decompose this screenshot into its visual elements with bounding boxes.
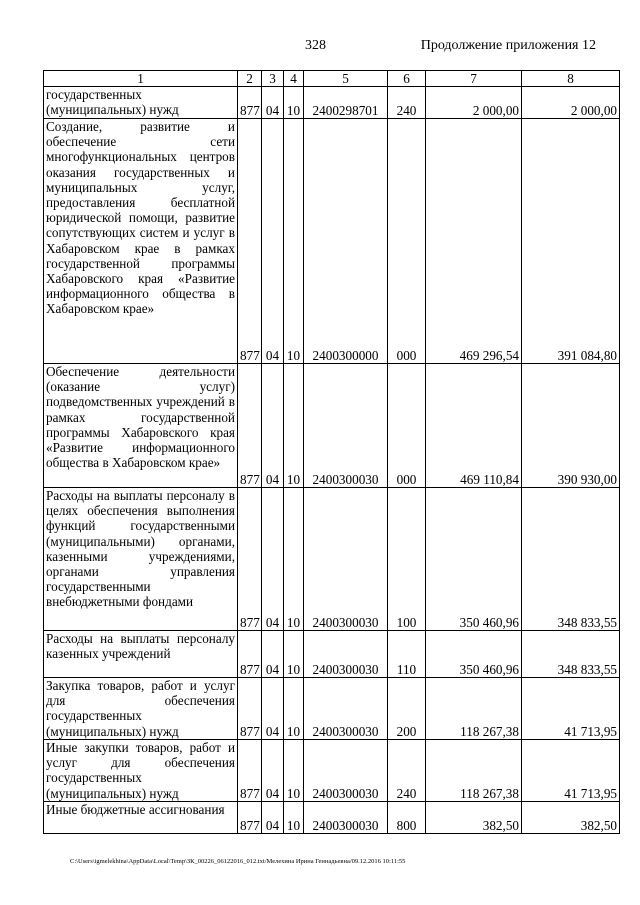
cell-c2: 877 [238,631,262,678]
budget-table [43,70,620,834]
cell-c4: 10 [284,87,304,119]
cell-c3: 04 [262,364,284,488]
cell-c4: 10 [284,364,304,488]
cell-c6: 000 [388,364,426,488]
cell-c8: 2 000,00 [522,87,620,119]
cell-c7: 469 296,54 [426,119,522,364]
row-description: Расходы на выплаты персоналу в целях обеспечения выполнения функций государственными (муниципальными) органами, казенными учреждениями, органами управления государственными внебюджетными фондами [44,488,238,631]
cell-c6: 200 [388,678,426,740]
row-description: Иные закупки товаров, работ и услуг для обеспечения государственных (муниципальных) нужд [44,740,238,802]
cell-c3: 04 [262,119,284,364]
cell-c2: 877 [238,119,262,364]
page-header [0,38,640,58]
continuation-label: Продолжение приложения 12 [420,38,596,53]
cell-c4: 10 [284,740,304,802]
column-header: 1 [44,71,238,87]
cell-c7: 350 460,96 [426,488,522,631]
cell-c7: 118 267,38 [426,740,522,802]
cell-c3: 04 [262,740,284,802]
row-description: Обеспечение деятельности (оказание услуг) подведомственных учреждений в рамках государственной программы Хабаровского края «Развитие информационного общества в Хабаровском крае» [44,364,238,488]
cell-c3: 04 [262,802,284,834]
cell-c6: 240 [388,740,426,802]
table-row [44,364,620,488]
cell-c7: 350 460,96 [426,631,522,678]
cell-c5: 2400298701 [304,87,388,119]
column-header: 7 [426,71,522,87]
table-row [44,740,620,802]
table-row [44,631,620,678]
cell-c7: 469 110,84 [426,364,522,488]
cell-c2: 877 [238,364,262,488]
table-row [44,87,620,119]
cell-c5: 2400300030 [304,631,388,678]
page-number: 328 [305,38,326,53]
cell-c6: 240 [388,87,426,119]
table-header-row [44,71,620,87]
cell-c2: 877 [238,488,262,631]
cell-c7: 2 000,00 [426,87,522,119]
cell-c4: 10 [284,119,304,364]
cell-c5: 2400300030 [304,488,388,631]
column-header: 4 [284,71,304,87]
column-header: 5 [304,71,388,87]
cell-c2: 877 [238,740,262,802]
cell-c7: 382,50 [426,802,522,834]
column-header: 8 [522,71,620,87]
column-header: 2 [238,71,262,87]
cell-c4: 10 [284,631,304,678]
cell-c6: 000 [388,119,426,364]
row-description: государственных (муниципальных) нужд [44,87,238,119]
cell-c8: 348 833,55 [522,488,620,631]
cell-c2: 877 [238,802,262,834]
cell-c5: 2400300030 [304,740,388,802]
cell-c7: 118 267,38 [426,678,522,740]
cell-c8: 348 833,55 [522,631,620,678]
cell-c2: 877 [238,87,262,119]
table-row [44,802,620,834]
cell-c3: 04 [262,488,284,631]
cell-c8: 390 930,00 [522,364,620,488]
table-row [44,488,620,631]
footer-file-path: C:\Users\igmelekhina\AppData\Local\Temp\ЗК_00226_06122016_012.txt/Мелехина Ирина Геннадьевна/09.12.2016 10:11:55 [70,858,406,865]
column-header: 6 [388,71,426,87]
row-description: Расходы на выплаты персоналу казенных учреждений [44,631,238,678]
cell-c4: 10 [284,678,304,740]
cell-c5: 2400300000 [304,119,388,364]
cell-c3: 04 [262,678,284,740]
row-description: Создание, развитие и обеспечение сети многофункциональных центров оказания государственных и муниципальных услуг, предоставления бесплатной юридической помощи, развитие сопутствующих систем и услуг в Хабаровском крае в рамках государственной программы Хабаровского края «Развитие информационного общества в Хабаровском крае» [44,119,238,364]
column-header: 3 [262,71,284,87]
cell-c8: 41 713,95 [522,740,620,802]
row-description: Закупка товаров, работ и услуг для обеспечения государственных (муниципальных) нужд [44,678,238,740]
cell-c5: 2400300030 [304,364,388,488]
cell-c3: 04 [262,87,284,119]
cell-c8: 391 084,80 [522,119,620,364]
cell-c8: 41 713,95 [522,678,620,740]
cell-c3: 04 [262,631,284,678]
cell-c6: 110 [388,631,426,678]
cell-c6: 100 [388,488,426,631]
table-row [44,678,620,740]
cell-c5: 2400300030 [304,802,388,834]
cell-c8: 382,50 [522,802,620,834]
cell-c5: 2400300030 [304,678,388,740]
cell-c6: 800 [388,802,426,834]
row-description: Иные бюджетные ассигнования [44,802,238,834]
cell-c4: 10 [284,488,304,631]
cell-c2: 877 [238,678,262,740]
cell-c4: 10 [284,802,304,834]
table-row [44,119,620,364]
